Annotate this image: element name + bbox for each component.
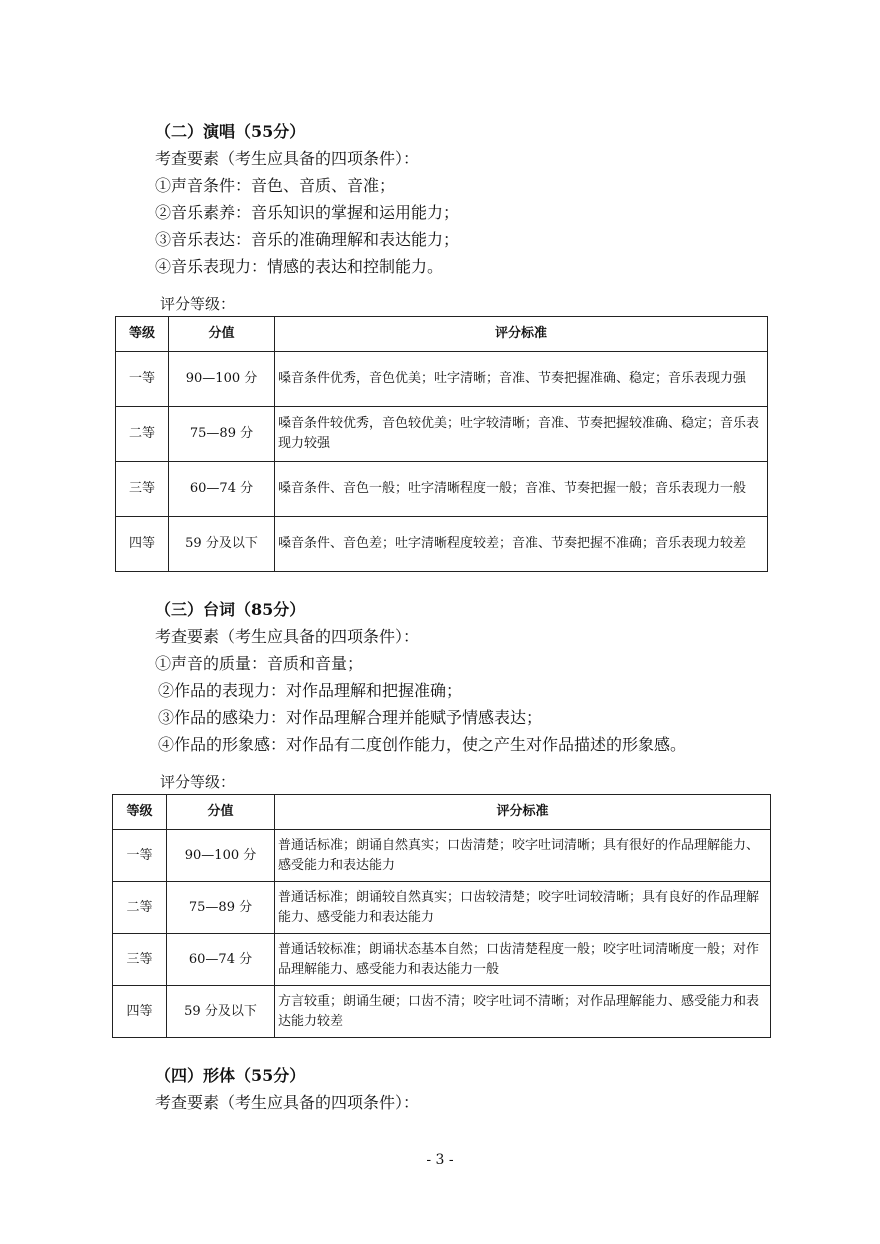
criteria-cell: 嗓音条件较优秀，音色较优美；吐字较清晰；音准、节奏把握较准确、稳定；音乐表现力较强 xyxy=(275,407,768,462)
grade-cell: 二等 xyxy=(116,407,169,462)
score-cell: 60—74 分 xyxy=(169,462,275,517)
table-row xyxy=(116,462,768,517)
score-cell: 90—100 分 xyxy=(169,352,275,407)
table-header-row xyxy=(116,317,768,352)
table-row xyxy=(116,352,768,407)
section-title-lines: （三）台词（85分） xyxy=(155,600,306,619)
criteria-cell: 普通话标准；朗诵较自然真实；口齿较清楚；咬字吐词较清晰；具有良好的作品理解能力、感受能力和表达能力 xyxy=(275,882,771,934)
criteria-cell: 方言较重；朗诵生硬；口齿不清；咬字吐词不清晰；对作品理解能力、感受能力和表达能力较差 xyxy=(275,986,771,1038)
criteria-cell: 嗓音条件优秀，音色优美；吐字清晰；音准、节奏把握准确、稳定；音乐表现力强 xyxy=(275,352,768,407)
singing-grade-title: 评分等级： xyxy=(160,295,236,313)
header-score: 分值 xyxy=(169,317,275,352)
grade-cell: 三等 xyxy=(116,462,169,517)
grade-cell: 三等 xyxy=(113,934,167,986)
criteria-cell: 普通话较标准；朗诵状态基本自然；口齿清楚程度一般；咬字吐词清晰度一般；对作品理解能力、感受能力和表达能力一般 xyxy=(275,934,771,986)
criteria-cell: 嗓音条件、音色差；吐字清晰程度较差；音准、节奏把握不准确；音乐表现力较差 xyxy=(275,517,768,572)
grade-cell: 一等 xyxy=(113,830,167,882)
grade-cell: 四等 xyxy=(116,517,169,572)
criteria-cell: 普通话标准；朗诵自然真实；口齿清楚；咬字吐词清晰；具有很好的作品理解能力、感受能力和表达能力 xyxy=(275,830,771,882)
score-cell: 90—100 分 xyxy=(167,830,275,882)
singing-grade-table xyxy=(115,316,768,572)
table-row xyxy=(113,934,771,986)
table-row xyxy=(116,407,768,462)
singing-requirement-intro: 考查要素（考生应具备的四项条件）： xyxy=(155,149,420,168)
table-row xyxy=(116,517,768,572)
singing-item-2: ②音乐素养：音乐知识的掌握和运用能力； xyxy=(155,203,460,222)
criteria-cell: 嗓音条件、音色一般；吐字清晰程度一般；音准、节奏把握一般；音乐表现力一般 xyxy=(275,462,768,517)
page-number: - 3 - xyxy=(426,1152,454,1168)
lines-item-3: ③作品的感染力：对作品理解合理并能赋予情感表达； xyxy=(158,708,543,727)
physique-requirement-intro: 考查要素（考生应具备的四项条件）： xyxy=(155,1093,420,1112)
lines-grade-title: 评分等级： xyxy=(160,773,236,791)
table-row xyxy=(113,882,771,934)
lines-item-4: ④作品的形象感：对作品有二度创作能力，使之产生对作品描述的形象感。 xyxy=(158,735,687,754)
header-grade: 等级 xyxy=(113,795,167,830)
header-score: 分值 xyxy=(167,795,275,830)
score-cell: 59 分及以下 xyxy=(169,517,275,572)
grade-cell: 二等 xyxy=(113,882,167,934)
singing-item-4: ④音乐表现力：情感的表达和控制能力。 xyxy=(155,257,444,276)
score-cell: 75—89 分 xyxy=(167,882,275,934)
lines-requirement-intro: 考查要素（考生应具备的四项条件）： xyxy=(155,627,420,646)
section-title-singing: （二）演唱（55分） xyxy=(155,122,306,141)
score-cell: 60—74 分 xyxy=(167,934,275,986)
table-row xyxy=(113,830,771,882)
header-grade: 等级 xyxy=(116,317,169,352)
singing-item-1: ①声音条件：音色、音质、音准； xyxy=(155,176,396,195)
header-criteria: 评分标准 xyxy=(275,795,771,830)
lines-grade-table xyxy=(112,794,771,1038)
grade-cell: 一等 xyxy=(116,352,169,407)
grade-cell: 四等 xyxy=(113,986,167,1038)
table-header-row xyxy=(113,795,771,830)
lines-item-2: ②作品的表现力：对作品理解和把握准确； xyxy=(158,681,463,700)
lines-item-1: ①声音的质量：音质和音量； xyxy=(155,654,364,673)
table-row xyxy=(113,986,771,1038)
section-title-physique: （四）形体（55分） xyxy=(155,1066,306,1085)
header-criteria: 评分标准 xyxy=(275,317,768,352)
score-cell: 75—89 分 xyxy=(169,407,275,462)
score-cell: 59 分及以下 xyxy=(167,986,275,1038)
singing-item-3: ③音乐表达：音乐的准确理解和表达能力； xyxy=(155,230,460,249)
